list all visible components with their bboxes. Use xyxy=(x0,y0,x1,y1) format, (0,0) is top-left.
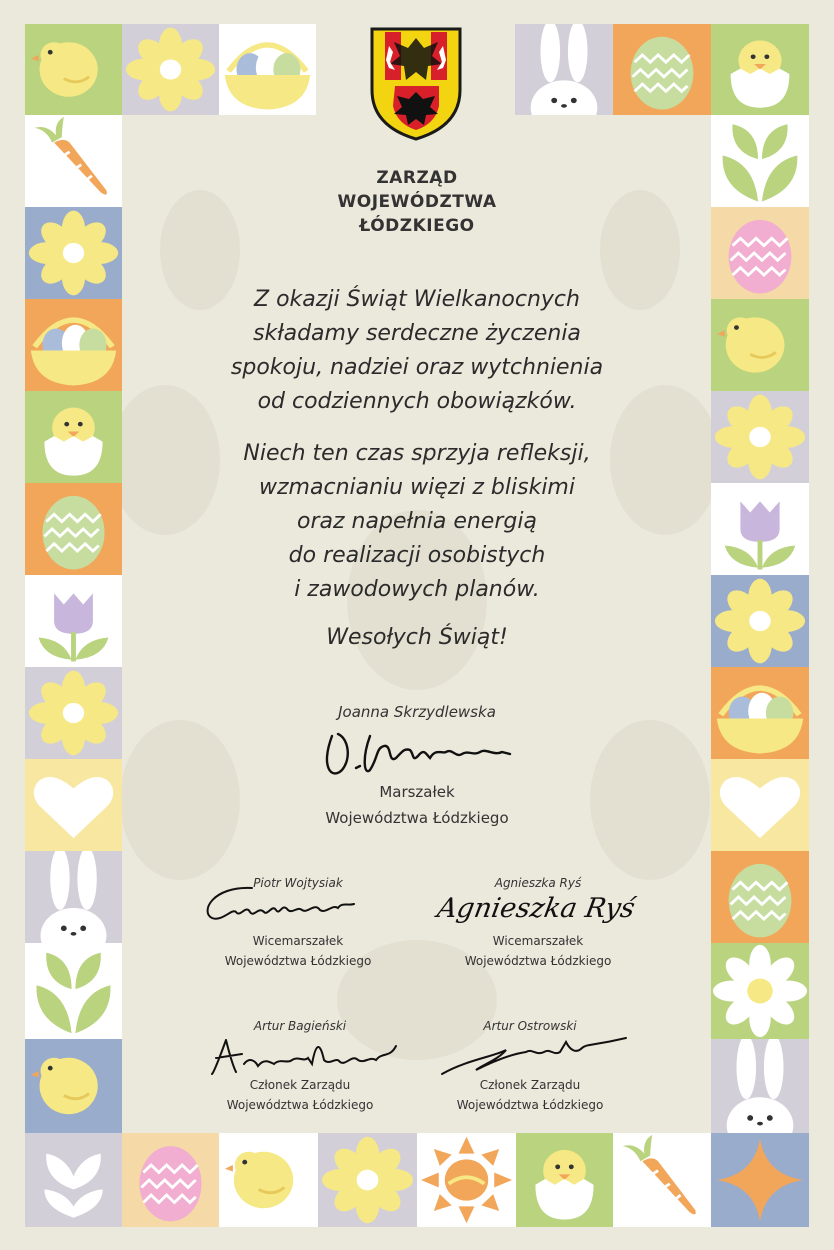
vice-2-name: Agnieszka Ryś xyxy=(494,876,582,890)
egg-basket-icon xyxy=(711,667,809,759)
vice-1-name: Piotr Wojtysiak xyxy=(253,876,343,890)
wish-line: i zawodowych planów. xyxy=(294,577,540,602)
carrot-icon xyxy=(613,1133,711,1227)
wish-line: Z okazji Świąt Wielkanocnych xyxy=(254,287,580,312)
wish-line: spokoju, nadziei oraz wytchnienia xyxy=(230,355,604,380)
pink-egg-icon xyxy=(122,1133,219,1227)
vice-2-role xyxy=(438,931,638,971)
organization-line: ZARZĄD xyxy=(376,168,458,188)
leaves-icon xyxy=(711,115,809,207)
organization-title xyxy=(230,166,604,238)
bunny-icon xyxy=(25,851,122,943)
sun-icon xyxy=(417,1133,516,1227)
wish-line: Niech ten czas sprzyja refleksji, xyxy=(243,441,591,466)
hatching-chick-icon xyxy=(25,391,122,483)
marshal-role-line-2: Województwa Łódzkiego xyxy=(325,809,509,827)
chick-icon xyxy=(219,1133,318,1227)
wish-line: wzmacnianiu więzi z bliskimi xyxy=(259,475,575,500)
vice-2-role-line-2: Województwa Łódzkiego xyxy=(464,954,612,968)
member-2-name: Artur Ostrowski xyxy=(483,1019,577,1033)
member-1-role-line-2: Województwa Łódzkiego xyxy=(226,1098,374,1112)
chick-icon xyxy=(711,299,809,391)
marshal-name: Joanna Skrzydlewska xyxy=(338,703,496,721)
marshal-signature-icon xyxy=(318,728,514,782)
vice-2-signature: Agnieszka Ryś xyxy=(434,893,638,924)
easter-egg-icon xyxy=(711,851,809,943)
vice-1-role xyxy=(198,931,398,971)
hatching-chick-icon xyxy=(516,1133,613,1227)
heart-leaves-icon xyxy=(25,1133,122,1227)
member-2-signature-icon xyxy=(436,1030,632,1078)
hatching-chick-icon xyxy=(711,24,809,115)
wish-line: od codziennych obowiązków. xyxy=(257,389,577,414)
flower-icon xyxy=(711,575,809,667)
bunny-icon xyxy=(515,24,613,115)
member-2-role-line-1: Członek Zarządu xyxy=(479,1078,581,1092)
vice-1-signature-icon xyxy=(202,882,362,926)
easter-egg-icon xyxy=(613,24,711,115)
leaves-icon xyxy=(25,943,122,1039)
organization-line: WOJEWÓDZTWA xyxy=(337,192,497,212)
wish-line: oraz napełnia energią xyxy=(297,509,537,534)
heart-icon xyxy=(711,759,809,851)
egg-basket-icon xyxy=(219,24,316,115)
member-1-role xyxy=(200,1075,400,1115)
marshal-role-line-1: Marszałek xyxy=(379,783,455,801)
flower-icon xyxy=(25,207,122,299)
pink-egg-icon xyxy=(711,207,809,299)
wishes-paragraph-1 xyxy=(150,283,684,419)
member-1-signature-icon xyxy=(208,1032,404,1076)
greeting: Wesołych Świąt! xyxy=(326,625,508,650)
flower-icon xyxy=(318,1133,417,1227)
wish-line: do realizacji osobistych xyxy=(288,543,546,568)
organization-line: ŁÓDZKIEGO xyxy=(359,216,475,236)
flower-icon xyxy=(25,667,122,759)
carrot-icon xyxy=(25,115,122,207)
bunny-icon xyxy=(711,1039,809,1133)
coat-of-arms-icon xyxy=(369,26,463,142)
flower-icon xyxy=(711,391,809,483)
star-icon xyxy=(711,1133,809,1227)
member-1-name: Artur Bagieński xyxy=(253,1019,347,1033)
marshal-role xyxy=(267,779,567,831)
wishes-paragraph-2 xyxy=(150,437,684,607)
wish-line: składamy serdeczne życzenia xyxy=(253,321,581,346)
vice-1-role-line-2: Województwa Łódzkiego xyxy=(224,954,372,968)
chick-icon xyxy=(25,24,122,115)
vice-1-role-line-1: Wicemarszałek xyxy=(252,934,344,948)
tulip-icon xyxy=(25,575,122,667)
daisy-icon xyxy=(711,943,809,1039)
member-1-role-line-1: Członek Zarządu xyxy=(249,1078,351,1092)
chick-icon xyxy=(25,1039,122,1133)
member-2-role xyxy=(430,1075,630,1115)
heart-icon xyxy=(25,759,122,851)
member-2-role-line-2: Województwa Łódzkiego xyxy=(456,1098,604,1112)
vice-2-role-line-1: Wicemarszałek xyxy=(492,934,584,948)
tulip-icon xyxy=(711,483,809,575)
easter-egg-icon xyxy=(25,483,122,575)
flower-icon xyxy=(122,24,219,115)
egg-basket-icon xyxy=(25,299,122,391)
